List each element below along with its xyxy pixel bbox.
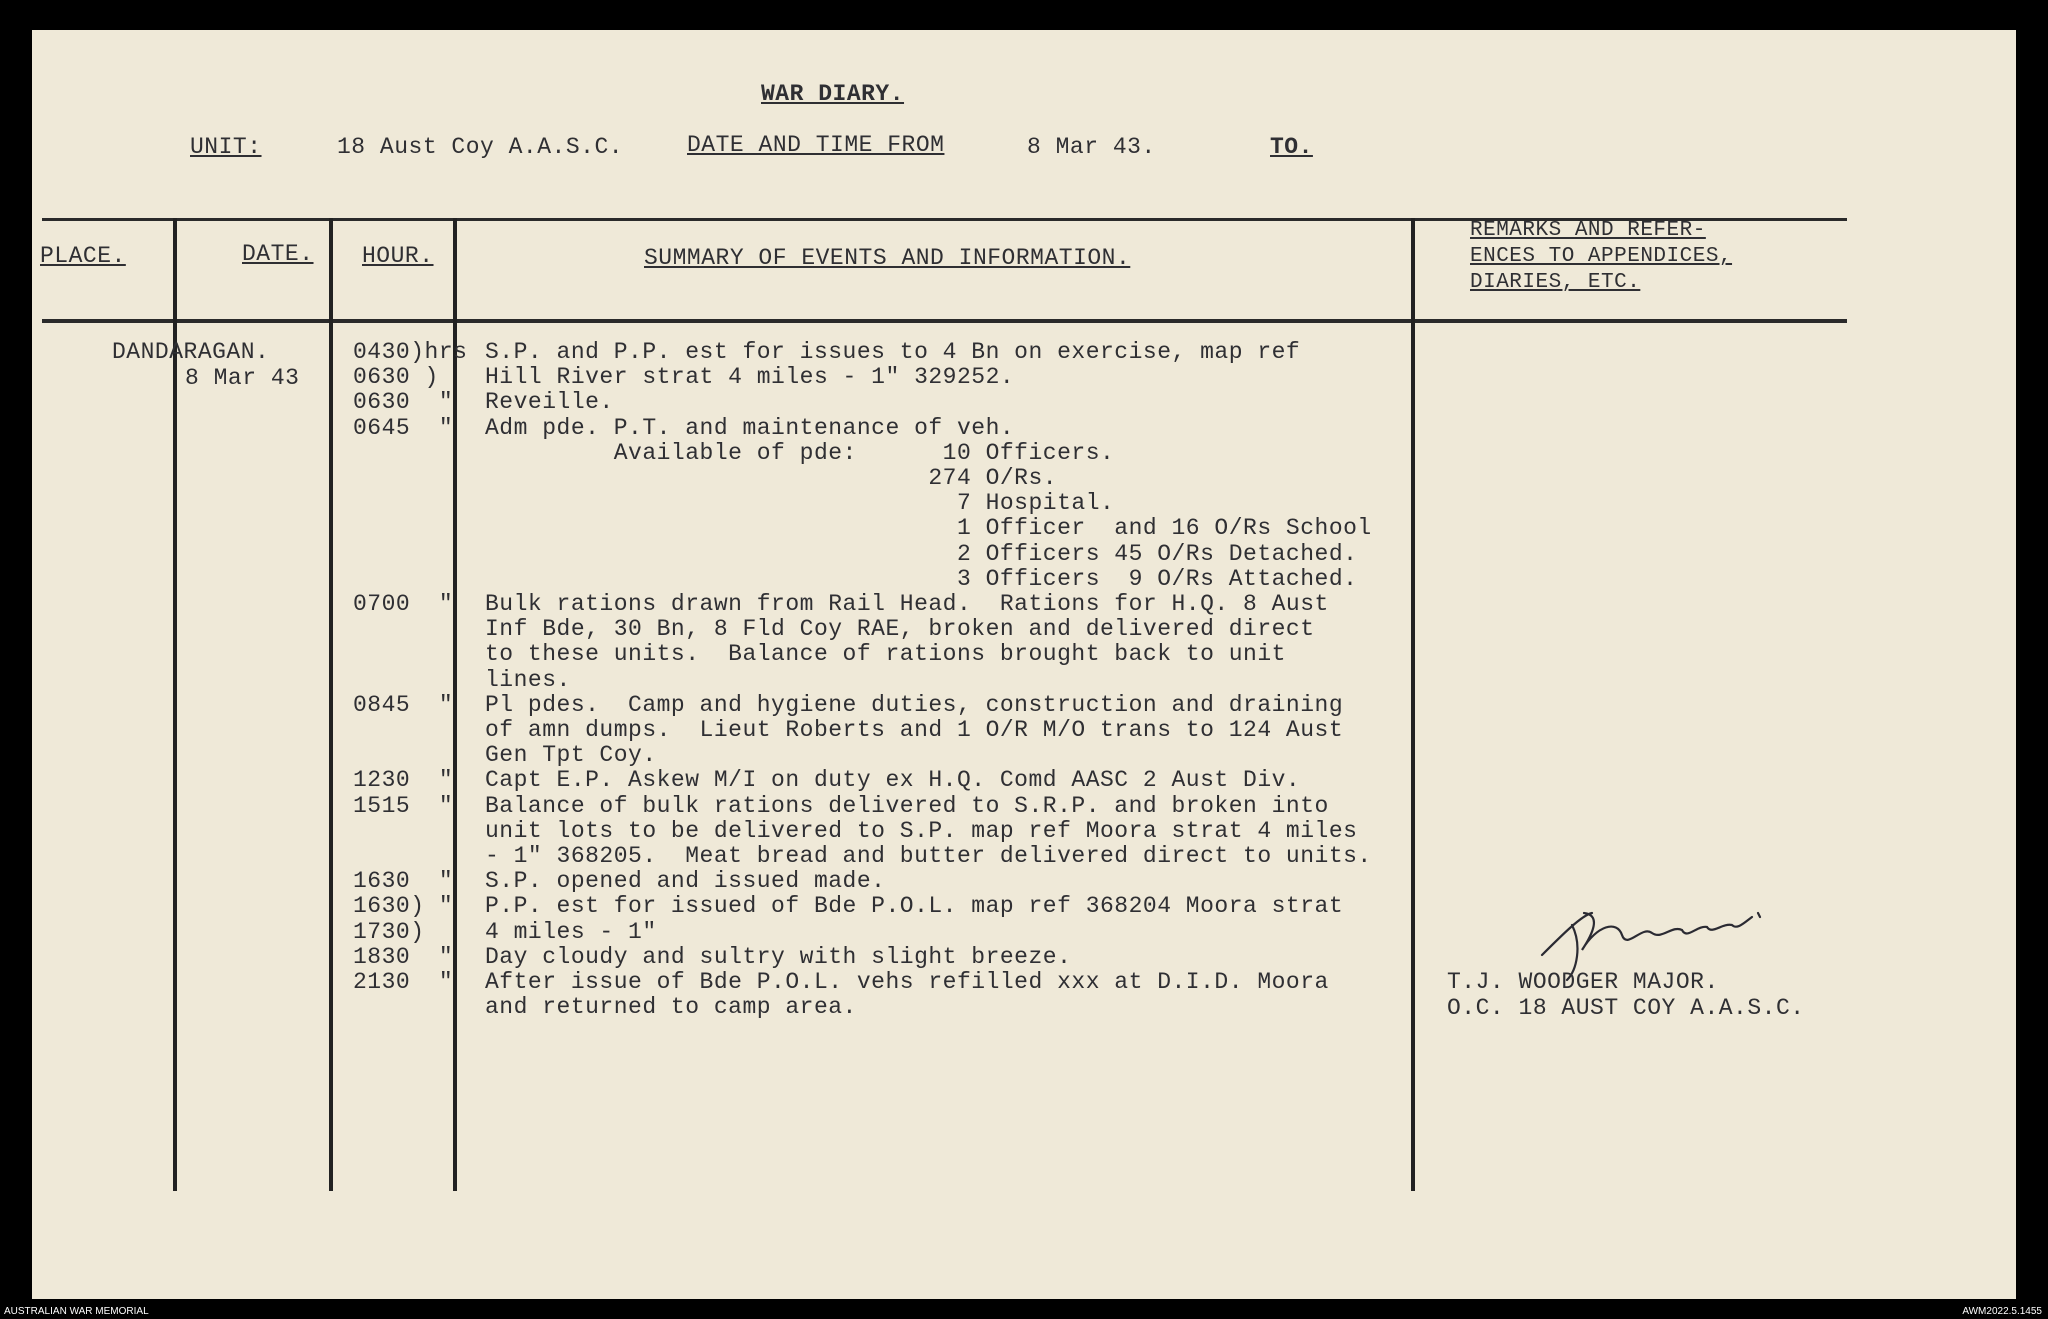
summary-line: Gen Tpt Coy. <box>485 742 657 769</box>
diary-title: WAR DIARY. <box>761 81 905 107</box>
summary-line: Balance of bulk rations delivered to S.R.P. and broken into <box>485 792 1329 819</box>
col-hour-header: HOUR. <box>362 243 434 269</box>
hour-entry: 0700 " <box>353 591 454 617</box>
col-remarks-line1: REMARKS AND REFER- <box>1470 219 1706 242</box>
signature-name: T.J. WOODGER MAJOR. <box>1447 969 1719 995</box>
place-value: DANDARAGAN. <box>112 339 270 365</box>
hour-entry: 1730) <box>353 918 425 945</box>
summary-line: 1 Officer and 16 O/Rs School <box>485 515 1372 542</box>
summary-line: After issue of Bde P.O.L. vehs refilled xxx at D.I.D. Moora <box>485 969 1329 995</box>
hour-entry: 1515 " <box>353 792 454 819</box>
hour-entry: 0630 " <box>353 389 454 416</box>
summary-line: S.P. opened and issued made. <box>485 868 886 895</box>
summary-line: to these units. Balance of rations brought back to unit <box>485 641 1286 668</box>
unit-value: 18 Aust Coy A.A.S.C. <box>337 134 624 160</box>
summary-line: S.P. and P.P. est for issues to 4 Bn on exercise, map ref <box>485 339 1301 365</box>
hour-entry: 0430)hrs <box>353 339 468 365</box>
col-date-header: DATE. <box>242 241 314 267</box>
footer-right: AWM2022.5.1455 <box>1962 1306 2042 1317</box>
diary-page <box>32 30 2016 1299</box>
date-from-label: DATE AND TIME FROM <box>687 132 945 158</box>
summary-line: unit lots to be delivered to S.P. map ref Moora strat 4 miles <box>485 817 1358 844</box>
summary-line: of amn dumps. Lieut Roberts and 1 O/R M/O trans to 124 Aust <box>485 717 1344 743</box>
summary-line: 3 Officers 9 O/Rs Attached. <box>485 565 1358 592</box>
hour-entry: 1830 " <box>353 943 454 970</box>
to-label: TO. <box>1270 134 1313 160</box>
col-remarks-line3: DIARIES, ETC. <box>1470 271 1641 294</box>
summary-line: P.P. est for issued of Bde P.O.L. map ref 368204 Moora strat <box>485 893 1344 920</box>
summary-line: - 1" 368205. Meat bread and butter delivered direct to units. <box>485 843 1372 869</box>
col-place-header: PLACE. <box>40 243 126 269</box>
summary-line: Inf Bde, 30 Bn, 8 Fld Coy RAE, broken and delivered direct <box>485 616 1315 643</box>
summary-line: and returned to camp area. <box>485 994 857 1021</box>
col-divider-summary-remarks <box>1411 218 1415 1191</box>
summary-line: 7 Hospital. <box>485 490 1115 517</box>
date-value: 8 Mar 43 <box>185 365 300 391</box>
signature-unit: O.C. 18 AUST COY A.A.S.C. <box>1447 995 1805 1021</box>
summary-line: 274 O/Rs. <box>485 465 1058 491</box>
summary-line: Pl pdes. Camp and hygiene duties, construction and draining <box>485 691 1344 718</box>
summary-line: Adm pde. P.T. and maintenance of veh. <box>485 414 1015 441</box>
hour-entry: 0630 ) <box>353 364 439 391</box>
col-summary-header: SUMMARY OF EVENTS AND INFORMATION. <box>644 245 1131 271</box>
summary-line: 2 Officers 45 O/Rs Detached. <box>485 540 1358 567</box>
hour-entry: 1230 " <box>353 767 454 794</box>
header-bottom-rule <box>42 319 1847 323</box>
hour-entry: 0845 " <box>353 691 454 718</box>
summary-line: lines. <box>485 666 571 693</box>
summary-line: Capt E.P. Askew M/I on duty ex H.Q. Comd AASC 2 Aust Div. <box>485 767 1301 794</box>
summary-line: Bulk rations drawn from Rail Head. Rations for H.Q. 8 Aust <box>485 591 1329 617</box>
hour-entry: 2130 " <box>353 969 454 995</box>
summary-line: Day cloudy and sultry with slight breeze. <box>485 943 1072 970</box>
col-remarks-line2: ENCES TO APPENDICES, <box>1470 245 1733 268</box>
summary-line: Available of pde: 10 Officers. <box>485 439 1115 466</box>
footer-left: AUSTRALIAN WAR MEMORIAL <box>4 1306 149 1317</box>
hour-entry: 1630 " <box>353 868 454 895</box>
hour-entry: 1630) " <box>353 893 454 920</box>
col-divider-date-hour <box>329 218 333 1191</box>
summary-line: Hill River strat 4 miles - 1" 329252. <box>485 364 1015 391</box>
summary-line: 4 miles - 1" <box>485 918 657 945</box>
unit-label: UNIT: <box>190 134 262 160</box>
summary-line: Reveille. <box>485 389 614 416</box>
hour-entry: 0645 " <box>353 414 454 441</box>
date-from-value: 8 Mar 43. <box>1027 134 1156 160</box>
